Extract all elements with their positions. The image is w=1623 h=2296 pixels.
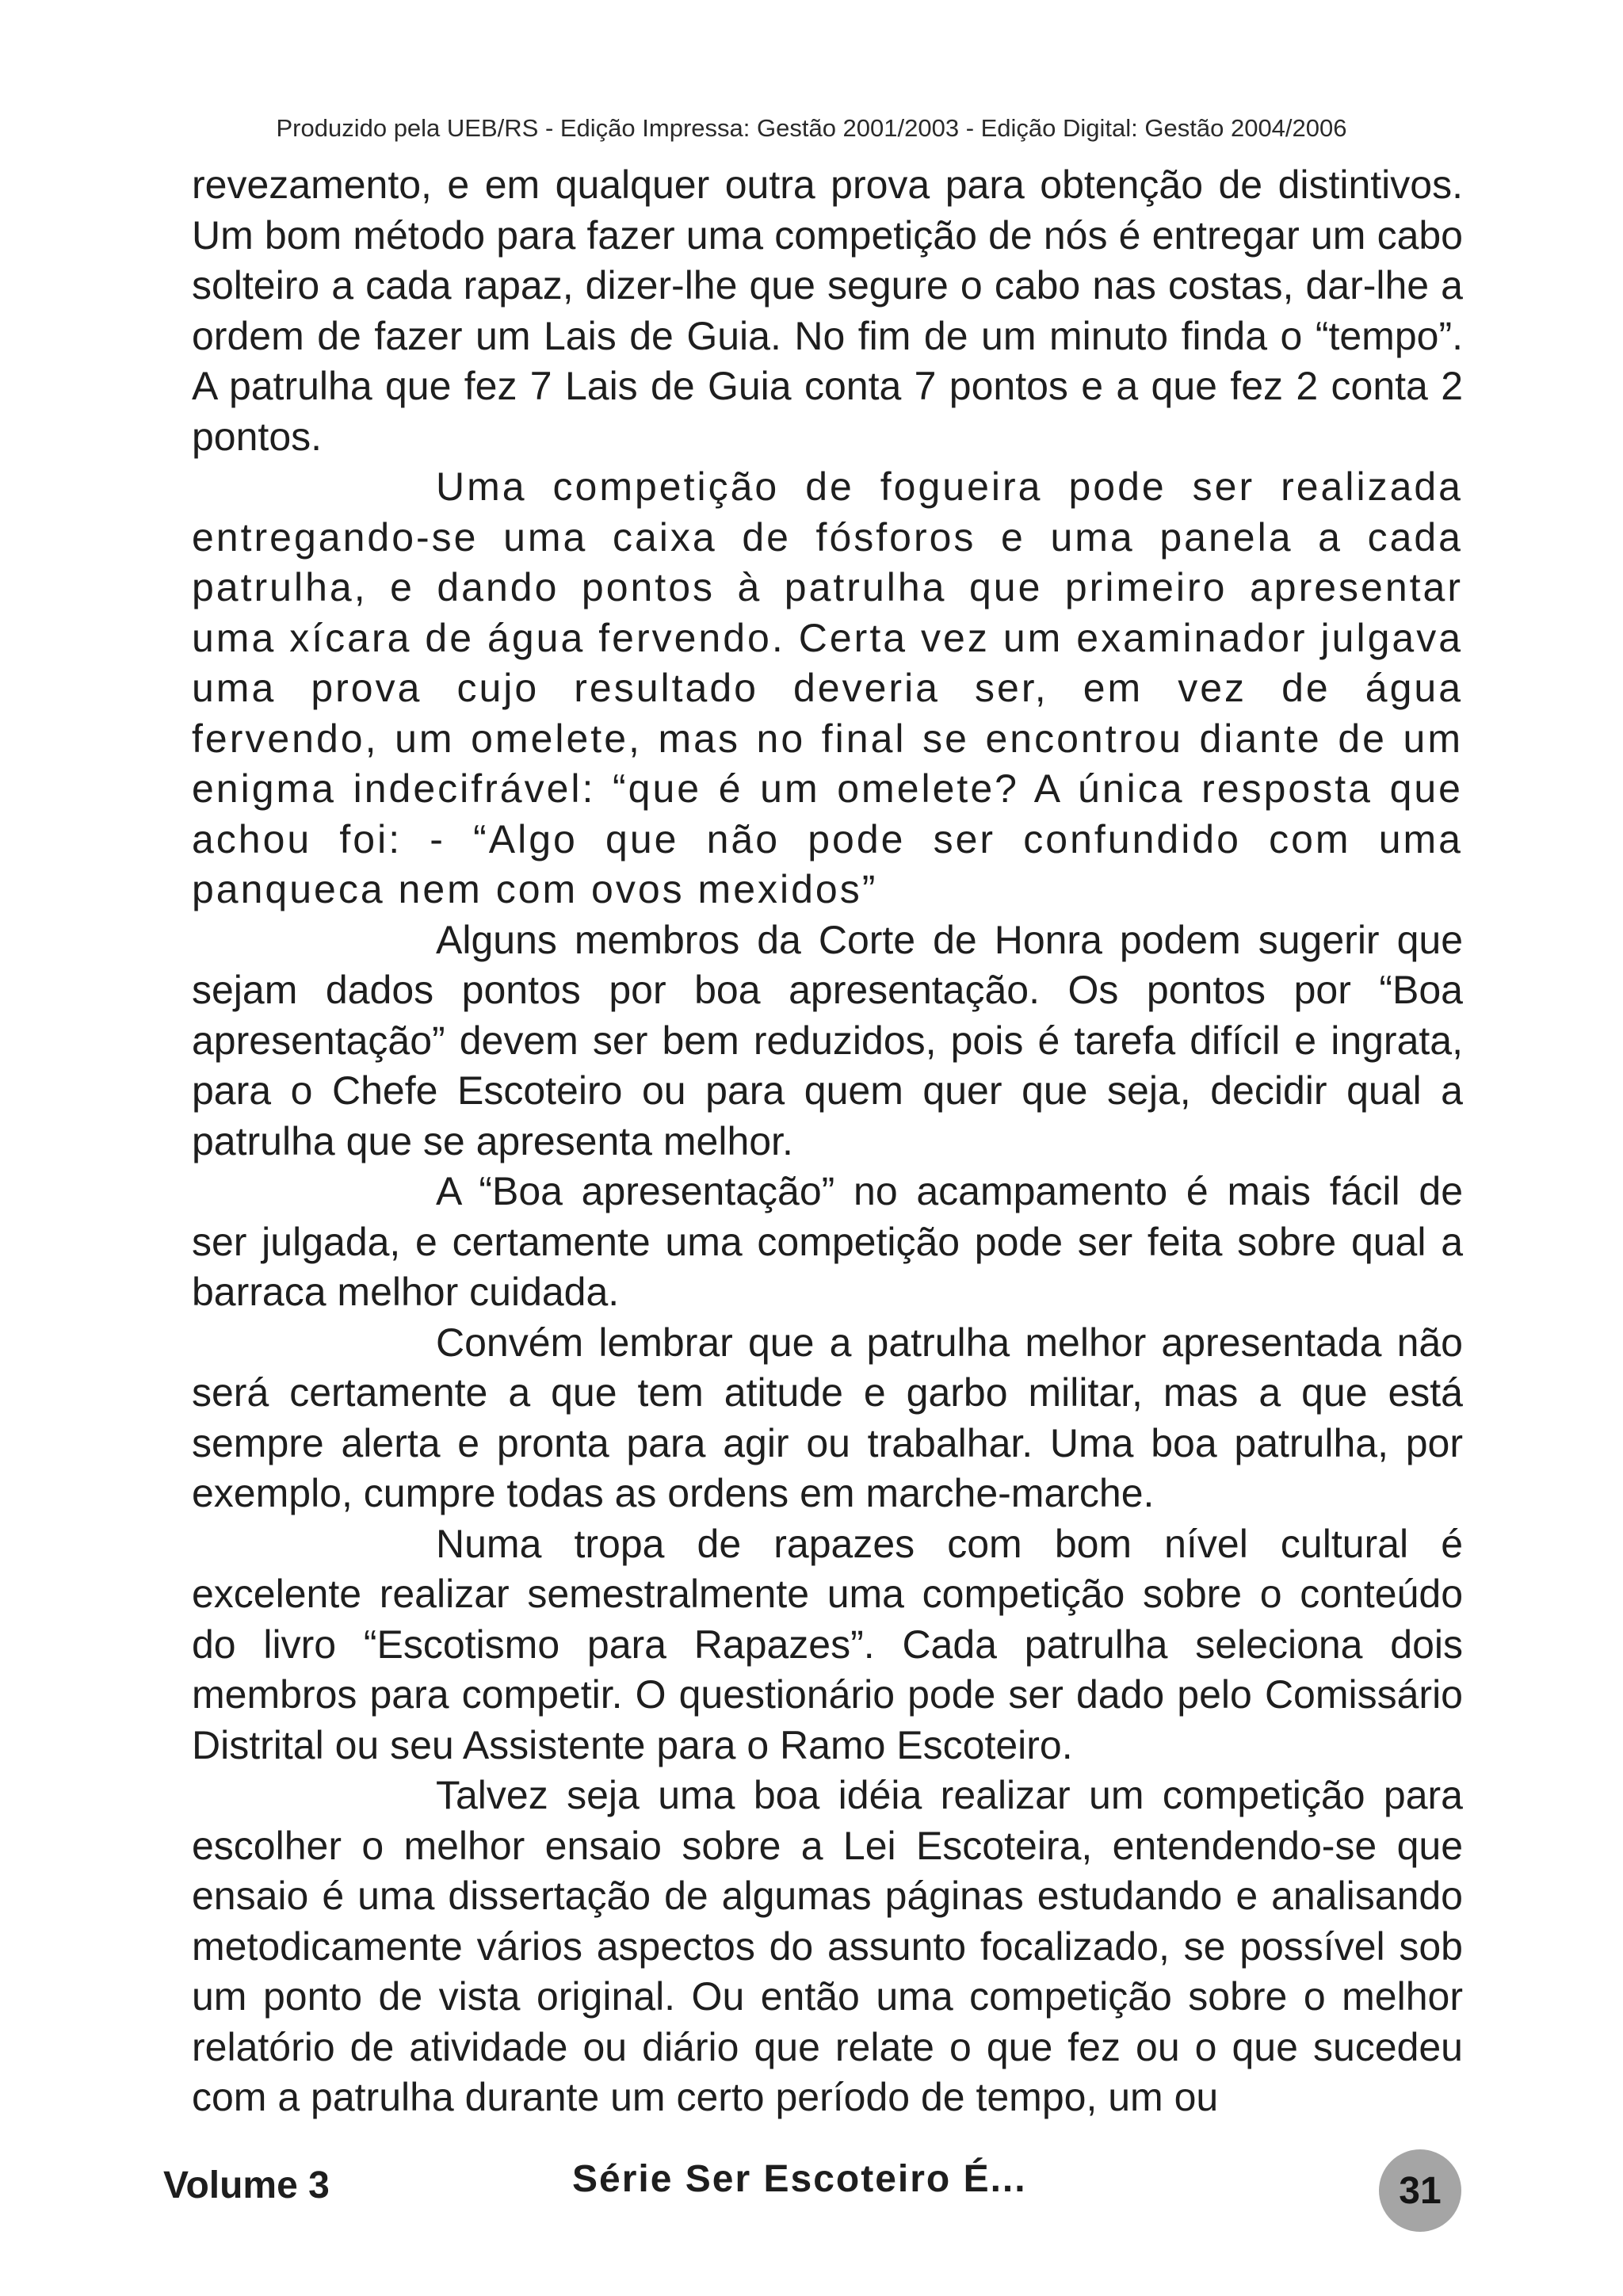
paragraph-6: Numa tropa de rapazes com bom nível cultural é excelente realizar semestralmente uma competição sobre o conteúdo do livro “Escotismo para Rapazes”. Cada patrulha seleciona dois membros para competir. O questionário pode ser dado pelo Comissário Distrital ou seu Assistente para o Ramo Escoteiro. (192, 1521, 1463, 1767)
page-number: 31 (1399, 2169, 1442, 2212)
paragraph-4: A “Boa apresentação” no acampamento é mais fácil de ser julgada, e certamente uma competição pode ser feita sobre qual a barraca melhor cuidada. (192, 1169, 1463, 1314)
paragraph-5: Convém lembrar que a patrulha melhor apresentada não será certamente a que tem atitude e garbo militar, mas a que está sempre alerta e pronta para agir ou trabalhar. Uma boa patrulha, por exemplo, cumpre todas as ordens em marche-marche. (192, 1320, 1463, 1515)
page-number-badge (1379, 2149, 1461, 2232)
paragraph-2: Uma competição de fogueira pode ser realizada entregando-se uma caixa de fósforos e uma panela a cada patrulha, e dando pontos à patrulha que primeiro apresentar uma xícara de água fervendo. Certa vez um examinador julgava uma prova cujo resultado deveria ser, em vez de água fervendo, um omelete, mas no final se encontrou diante de um enigma indecifrável: “que é um omelete? A única resposta que achou foi: - “Algo que não pode ser confundido com uma panqueca nem com ovos mexidos” (192, 464, 1463, 911)
page-header: Produzido pela UEB/RS - Edição Impressa: Gestão 2001/2003 - Edição Digital: Gestão 2004/2006 (276, 114, 1347, 142)
body-text (192, 160, 1463, 2123)
footer-volume: Volume 3 (163, 2164, 330, 2206)
paragraph-3: Alguns membros da Corte de Honra podem sugerir que sejam dados pontos por boa apresentação. Os pontos por “Boa apresentação” devem ser bem reduzidos, pois é tarefa difícil e ingrata, para o Chefe Escoteiro ou para quem quer que seja, decidir qual a patrulha que se apresenta melhor. (192, 917, 1463, 1163)
footer-series-title: Série Ser Escoteiro É... (572, 2158, 1027, 2200)
paragraph-1: revezamento, e em qualquer outra prova para obtenção de distintivos. Um bom método para fazer uma competição de nós é entregar um cabo solteiro a cada rapaz, dizer-lhe que segure o cabo nas costas, dar-lhe a ordem de fazer um Lais de Guia. No fim de um minuto finda o “tempo”. A patrulha que fez 7 Lais de Guia conta 7 pontos e a que fez 2 conta 2 pontos. (192, 162, 1463, 459)
paragraph-7: Talvez seja uma boa idéia realizar um competição para escolher o melhor ensaio sobre a Lei Escoteira, entendendo-se que ensaio é uma dissertação de algumas páginas estudando e analisando metodicamente vários aspectos do assunto focalizado, se possível sob um ponto de vista original. Ou então uma competição sobre o melhor relatório de atividade ou diário que relate o que fez ou o que sucedeu com a patrulha durante um certo período de tempo, um ou (192, 1773, 1463, 2119)
